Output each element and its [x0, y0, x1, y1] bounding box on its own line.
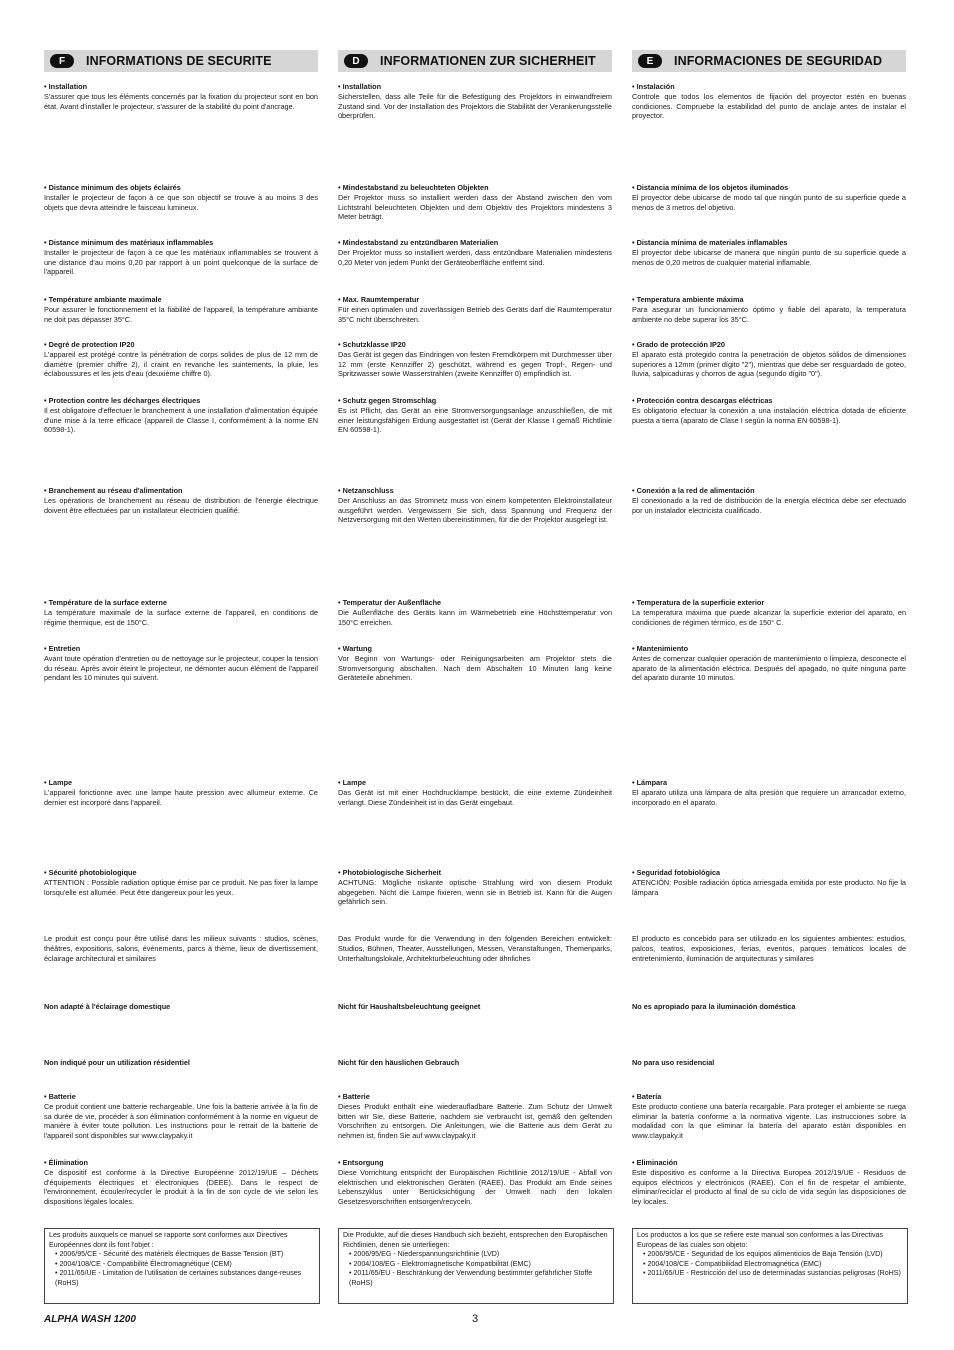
disposal-section-title: • Entsorgung — [338, 1158, 384, 1167]
safety-section-title: • Temperatura ambiente máxima — [632, 295, 744, 304]
battery-section — [632, 1092, 906, 1141]
safety-section-title: • Max. Raumtemperatur — [338, 295, 420, 304]
battery-section-title: • Batería — [632, 1092, 662, 1101]
safety-section-title: • Lampe — [338, 778, 367, 787]
safety-section-body: Avant toute opération d'entretien ou de nettoyage sur le projecteur, couper la tension du réseau. Après avoir éteint le projecteur, ne démonter aucun élément de l'appareil pendant les 10 minutes qui suivent. — [44, 653, 318, 683]
safety-section — [338, 340, 612, 379]
safety-section — [44, 295, 318, 324]
domestic-use-notice: Non adapté à l'éclairage domestique — [44, 1002, 171, 1011]
safety-section-title: • Degré de protection IP20 — [44, 340, 135, 349]
safety-section — [44, 778, 318, 807]
safety-section-body: Le produit est conçu pour être utilisé dans les milieux suivants : studios, scènes, théâtres, expositions, salons, événements, parcs à thème, lieux de divertissement, éclairage architectural et similaires — [44, 934, 318, 963]
safety-section-body: Pour assurer le fonctionnement et la fiabilité de l'appareil, la température ambiante ne doit pas dépasser 35°C. — [44, 304, 318, 324]
residential-use-notice: No para uso residencial — [632, 1058, 715, 1067]
safety-section — [44, 868, 318, 897]
safety-section-title: • Mantenimiento — [632, 644, 689, 653]
safety-section-body: El conexionado a la red de distribución de la energía eléctrica debe ser efectuado por un instalador electricista cualificado. — [632, 495, 906, 515]
safety-section-body: Installer le projecteur de façon à ce que son objectif se trouve à au moins 3 des objets que devra atteindre le faisceau lumineux. — [44, 192, 318, 212]
safety-section-body: Der Projektor muss so installiert werden dass der Abstand zwischen den vom Lichtstrahl beleuchteten Objekten und dem Objektiv des Projektors mindestens 3 Meter beträgt. — [338, 192, 612, 222]
product-model: ALPHA WASH 1200 — [44, 1314, 136, 1325]
safety-section — [44, 598, 318, 627]
safety-section — [44, 238, 318, 277]
safety-section — [44, 183, 318, 212]
safety-section-title: • Branchement au réseau d'alimentation — [44, 486, 183, 495]
eu-directives-box — [44, 1228, 320, 1304]
directive-item: • 2011/65/EU - Beschränkung der Verwendung bestimmter gefährlicher Stoffe (RoHS) — [349, 1269, 609, 1288]
battery-section-body: Ce produit contient une batterie rechargeable. Une fois la batterie arrivée à la fin de sa durée de vie, procéder à son élimination conformément à la norme en vigueur de manière à éviter toute pollution. Les instructions pour le retrait de la batterie de l'appareil sont disponibles sur www.claypaky.it — [44, 1101, 318, 1141]
safety-section — [44, 82, 318, 111]
safety-section-title: • Wartung — [338, 644, 372, 653]
safety-section-title: • Mindestabstand zu entzündbaren Materialien — [338, 238, 499, 247]
directive-item: • 2006/95/CE - Seguridad de los equipos alimenticios de Baja Tensión (LVD) — [643, 1250, 903, 1260]
safety-section-body: Il est obligatoire d'effectuer le branchement à une installation d'alimentation équipée d'une mise à la terre efficace (appareil de Classe I, conformément à la norme EN 60598-1). — [44, 405, 318, 435]
directive-item: • 2004/108/CE - Compatibilité Électromagnétique (CEM) — [55, 1260, 315, 1270]
battery-section — [338, 1092, 612, 1141]
directives-list — [49, 1250, 315, 1288]
section-title: INFORMATIONS DE SECURITE — [86, 54, 272, 68]
safety-section-body: ATTENTION : Possible radiation optique émise par ce produit. Ne pas fixer la lampe lorsqu'elle est allumée. Peut être dangereux pour les yeux. — [44, 877, 318, 897]
safety-section-body: Es obligatorio efectuar la conexión a una instalación eléctrica dotada de eficiente puesta a tierra (aparato de Clase I según la norma EN 60598-1). — [632, 405, 906, 425]
section-header — [632, 50, 906, 72]
eu-directives-box — [632, 1228, 908, 1304]
directive-item: • 2006/95/EG - Niederspannungsrichtlinie (LVD) — [349, 1250, 609, 1260]
safety-section-body: Vor Beginn von Wartungs- oder Reinigungsarbeiten am Projektor stets die Stromversorgung abschalten. Nach dem Abschalten 10 Minuten lang keine Geräteteile abnehmen. — [338, 653, 612, 683]
disposal-section-body: Este dispositivo es conforme a la Directiva Europea 2012/19/UE - Residuos de equipos eléctricos y electrónicos (RAEE). Con el fin de respetar el ambiente, eliminar/reciclar el producto al final de su ciclo de vida según las disposiciones de ley locales. — [632, 1167, 906, 1207]
directive-item: • 2011/65/UE - Limitation de l'utilisation de certaines substances dange-reuses (RoHS) — [55, 1269, 315, 1288]
directives-intro: Die Produkte, auf die dieses Handbuch sich bezieht, entsprechen den Europäischen Richtlinien, denen sie unterliegen: — [343, 1231, 608, 1249]
safety-section — [632, 644, 906, 683]
safety-section — [44, 486, 318, 515]
safety-section — [338, 183, 612, 222]
directive-item: • 2011/65/UE - Restricción del uso de determinadas sustancias peligrosas (RoHS) — [643, 1269, 903, 1279]
section-title: INFORMACIONES DE SEGURIDAD — [674, 54, 883, 68]
disposal-section — [338, 1158, 612, 1207]
safety-section-body: L'appareil est protégé contre la pénétration de corps solides de plus de 12 mm de diamètre (premier chiffre 2), il craint en revanche les suintements, la pluie, les éclaboussures et les jets d'eau (deuxième chiffre 0). — [44, 349, 318, 379]
safety-section-body: Para asegurar un funcionamiento óptimo y fiable del aparato, la temperatura ambiente no debe superar los 35°C. — [632, 304, 906, 324]
residential-use-notice: Non indiqué pour un utilization résidentiel — [44, 1058, 190, 1067]
directives-list — [343, 1250, 609, 1288]
safety-section-body: El producto es concebido para ser utilizado en los siguientes ambientes: estudios, palcos, teatros, exposiciones, ferias, eventos, parques temáticos locales de entretenimiento, iluminación de arquitecturas y similares — [632, 934, 906, 963]
safety-section — [338, 778, 612, 807]
directives-intro: Les produits auxquels ce manuel se rapporte sont conformes aux Directives Européennes dont ils font l'objet : — [49, 1231, 288, 1249]
safety-section — [632, 598, 906, 627]
disposal-section-body: Diese Vorrichtung entspricht der Europäischen Richtlinie 2012/19/UE - Abfall von elektrischen und elektronischen Geräten (RAEE). Das Produkt am Ende seines Lebenszyklus unter Berücksichtigung der Umwelt nach den lokalen Gesetzesvorschriften entsorgen/recyceln. — [338, 1167, 612, 1207]
safety-section-title: • Grado de protección IP20 — [632, 340, 725, 349]
safety-section-body: ACHTUNG: Mögliche riskante optische Strahlung wird von diesem Produkt abgegeben. Nicht die Lampe fixieren, wenn sie in Betrieb ist. Kann für die Augen gefährlich sein. — [338, 877, 612, 907]
safety-section — [632, 340, 906, 379]
safety-section — [632, 396, 906, 425]
page-number: 3 — [472, 1313, 479, 1325]
safety-section-body: La temperatura máxima que puede alcanzar la superficie exterior del aparato, en condiciones de régimen térmico, es de 150° C. — [632, 607, 906, 627]
safety-section — [338, 868, 612, 907]
safety-section-title: • Schutzklasse IP20 — [338, 340, 406, 349]
safety-section-body: ATENCIÓN: Posible radiación óptica arriesgada emitida por este producto. No fije la lámpara — [632, 877, 906, 897]
language-column — [632, 50, 906, 1278]
safety-section-title: • Mindestabstand zu beleuchteten Objekten — [338, 183, 489, 192]
safety-section — [632, 934, 906, 963]
safety-section-body: S'assurer que tous les éléments concernés par la fixation du projecteur sont en bon état. Avant d'installer le projecteur, s'assurer de la stabilité du point d'ancrage. — [44, 91, 318, 111]
safety-section-body: El proyector debe ubicarse de manera que ningún punto de su superficie quede a menos de 0,20 metros de cualquier material inflamable. — [632, 247, 906, 267]
disposal-section — [44, 1158, 318, 1207]
safety-section-body: Es ist Pflicht, das Gerät an eine Stromversorgungsanlage anzuschließen, die mit einer leistungsfähigen Erdung ausgestattet ist (Gerät der Klasse I gemäß Richtlinie EN 60598-1). — [338, 405, 612, 435]
safety-section-title: • Seguridad fotobiológica — [632, 868, 721, 877]
domestic-use-notice: Nicht für Haushaltsbeleuchtung geeignet — [338, 1002, 481, 1011]
safety-section-title: • Protección contra descargas eléctricas — [632, 396, 773, 405]
safety-section — [44, 396, 318, 435]
safety-section-title: • Photobiologische Sicherheit — [338, 868, 442, 877]
safety-section — [338, 396, 612, 435]
safety-section-body: Das Gerät ist mit einer Hochdrucklampe bestückt, die eine externe Zündeinheit verlangt. Diese Zündeinheit ist in das Gerät eingebaut. — [338, 787, 612, 807]
disposal-section — [632, 1158, 906, 1207]
language-column — [338, 50, 612, 1287]
domestic-use-notice: No es apropiado para la iluminación doméstica — [632, 1002, 796, 1011]
safety-section-body: Installer le projecteur de façon à ce que les matériaux inflammables se trouvent à une distance d'au moins 0,20 par rapport à un point quelconque de la surface de l'appareil. — [44, 247, 318, 277]
safety-section — [632, 82, 906, 121]
safety-section — [338, 598, 612, 627]
safety-section — [338, 934, 612, 963]
safety-section — [44, 934, 318, 963]
safety-section-title: • Instalación — [632, 82, 675, 91]
disposal-section-body: Ce dispositif est conforme à la Directive Européenne 2012/19/UE – Déchets d'équipements électriques et électroniques (DEEE). Dans le respect de l'environnement, écouler/recycler le produit à la fin de son cycle de vie selon les dispositions légales locales. — [44, 1167, 318, 1207]
disposal-section-title: • Élimination — [44, 1158, 88, 1167]
safety-section-body: La température maximale de la surface externe de l'appareil, en conditions de régime thermique, est de 150°C. — [44, 607, 318, 627]
section-header — [338, 50, 612, 72]
battery-section-body: Dieses Produkt enthält eine wiederaufladbare Batterie. Zum Schutz der Umwelt bitten wir Sie, diese Batterie, nachdem sie verbraucht ist, gemäß den geltenden Vorschriften zu entsorgen. Die Anleitungen, wie die Batterie aus dem Gerät zu nehmen ist, finden Sie auf www.claypaky.it — [338, 1101, 612, 1141]
safety-section-title: • Distance minimum des matériaux inflammables — [44, 238, 214, 247]
safety-section-body: El aparato está protegido contra la penetración de objetos sólidos de dimensiones superiores a 12mm (primer dígito "2"), mientras que debe ser resguardado de goteo, lluvia, salpicaduras y chorros de agua (segundo dígito "0"). — [632, 349, 906, 379]
safety-section-title: • Distance minimum des objets éclairés — [44, 183, 181, 192]
battery-section-title: • Batterie — [338, 1092, 370, 1101]
safety-section-body: Controle que todos los elementos de fijación del proyector estén en buenas condiciones. Compruebe la estabilidad del punto de anclaje antes de instalar el proyector. — [632, 91, 906, 121]
battery-section-title: • Batterie — [44, 1092, 76, 1101]
safety-section-title: • Lampe — [44, 778, 73, 787]
safety-section-body: Für einen optimalen und zuverlässigen Betrieb des Geräts darf die Raumtemperatur 35°C nicht überschreiten. — [338, 304, 612, 324]
safety-section — [338, 644, 612, 683]
safety-section-title: • Lámpara — [632, 778, 667, 787]
directive-item: • 2004/108/CE - Compatibilidad Electromagnética (EMC) — [643, 1260, 903, 1270]
battery-section — [44, 1092, 318, 1141]
directive-item: • 2006/95/CE - Sécurité des matériels électriques de Basse Tension (BT) — [55, 1250, 315, 1260]
safety-section — [338, 82, 612, 121]
safety-section — [632, 295, 906, 324]
safety-section-body: El aparato utiliza una lámpara de alta presión que requiere un arrancador externo, incorporado en el aparato. — [632, 787, 906, 807]
directives-list — [637, 1250, 903, 1279]
battery-section-body: Este producto contiene una batería recargable. Para proteger el ambiente se ruega eliminar la batería conforme a la normativa vigente. Las instrucciones sobre la modalidad con la que eliminar la batería del aparato están disponibles en www.claypaky.it — [632, 1101, 906, 1141]
safety-section-title: • Temperatura de la superficie exterior — [632, 598, 765, 607]
safety-section-body: Die Außenfläche des Geräts kann im Wärmebetrieb eine Höchsttemperatur von 150°C erreichen. — [338, 607, 612, 627]
safety-section-title: • Distancia mínima de materiales inflamables — [632, 238, 788, 247]
eu-directives-box — [338, 1228, 614, 1304]
directives-intro: Los productos a los que se refiere este manual son conformes a las Directivas Europeas de las cuales son objeto: — [637, 1231, 884, 1249]
safety-section-body: Der Anschluss an das Stromnetz muss von einem kompetenten Elektroinstallateur ausgeführt werden. Vergewissern Sie sich, dass Spannung und Frequenz der Netzversorgung mit den Werten übereinstimmen, für die der Projektor ausgelegt ist. — [338, 495, 612, 525]
safety-section — [632, 778, 906, 807]
safety-section-title: • Entretien — [44, 644, 81, 653]
safety-section — [338, 295, 612, 324]
language-badge: F — [50, 54, 74, 68]
safety-section-body: Der Projektor muss so installiert werden, dass entzündbare Materialien mindestens 0,20 Meter von jedem Punkt der Geräteoberfläche entfernt sind. — [338, 247, 612, 267]
residential-use-notice: Nicht für den häuslichen Gebrauch — [338, 1058, 460, 1067]
language-column — [44, 50, 318, 1287]
safety-section — [338, 486, 612, 525]
safety-section — [632, 183, 906, 212]
language-badge: E — [638, 54, 662, 68]
safety-section-title: • Température ambiante maximale — [44, 295, 162, 304]
safety-section-body: Das Gerät ist gegen das Eindringen von festen Fremdkörpern mit Durchmesser über 12 mm (erste Kennziffer 2) geschützt, während es gegen Tropf-, Regen- und Spritzwasser sowie Wasserstrahlen (zweite Kennziffer 0) empfindlich ist. — [338, 349, 612, 379]
safety-section-body: Antes de comenzar cualquier operación de mantenimiento o limpieza, desconecte el aparato de la alimentación eléctrica. Después del apagado, no quite ninguna parte del aparato durante 10 minutos. — [632, 653, 906, 683]
safety-section-title: • Installation — [44, 82, 88, 91]
safety-section — [44, 340, 318, 379]
safety-section-title: • Température de la surface externe — [44, 598, 167, 607]
safety-section — [632, 868, 906, 897]
safety-section-body: El proyector debe ubicarse de modo tal que ningún punto de su superficie quede a menos de 3 metros del objetivo. — [632, 192, 906, 212]
safety-section-body: Sicherstellen, dass alle Teile für die Befestigung des Projektors in einwandfreiem Zustand sind. Vor der Installation des Projektors die Stabilität der Verankerungsstelle überprüfen. — [338, 91, 612, 121]
safety-section-title: • Protection contre les décharges électriques — [44, 396, 201, 405]
safety-section — [338, 238, 612, 267]
safety-section-title: • Temperatur der Außenfläche — [338, 598, 442, 607]
safety-section-title: • Netzanschluss — [338, 486, 394, 495]
safety-section-title: • Conexión a la red de alimentación — [632, 486, 755, 495]
safety-section — [44, 644, 318, 683]
safety-section — [632, 486, 906, 515]
safety-section-body: L'appareil fonctionne avec une lampe haute pression avec allumeur externe. Ce dernier est incorporé dans l'appareil. — [44, 787, 318, 807]
section-title: INFORMATIONEN ZUR SICHERHEIT — [380, 54, 596, 68]
safety-section-title: • Installation — [338, 82, 382, 91]
language-badge: D — [344, 54, 368, 68]
directive-item: • 2004/108/EG - Elektromagnetische Kompatibilität (EMC) — [349, 1260, 609, 1270]
safety-section-body: Das Produkt wurde für die Verwendung in den folgenden Bereichen entwickelt: Studios, Bühnen, Theater, Ausstellungen, Messen, Veranstaltungen, Themenparks, Unterhaltungslokale, Architekturbeleuchtung oder ähnliches — [338, 934, 612, 963]
safety-section — [632, 238, 906, 267]
disposal-section-title: • Eliminación — [632, 1158, 678, 1167]
safety-section-title: • Sécurité photobiologique — [44, 868, 137, 877]
safety-section-body: Les opérations de branchement au réseau de distribution de l'énergie électrique doivent être effectuées par un installateur électricien qualifié. — [44, 495, 318, 515]
safety-section-title: • Schutz gegen Stromschlag — [338, 396, 437, 405]
section-header — [44, 50, 318, 72]
safety-section-title: • Distancia mínima de los objetos iluminados — [632, 183, 789, 192]
